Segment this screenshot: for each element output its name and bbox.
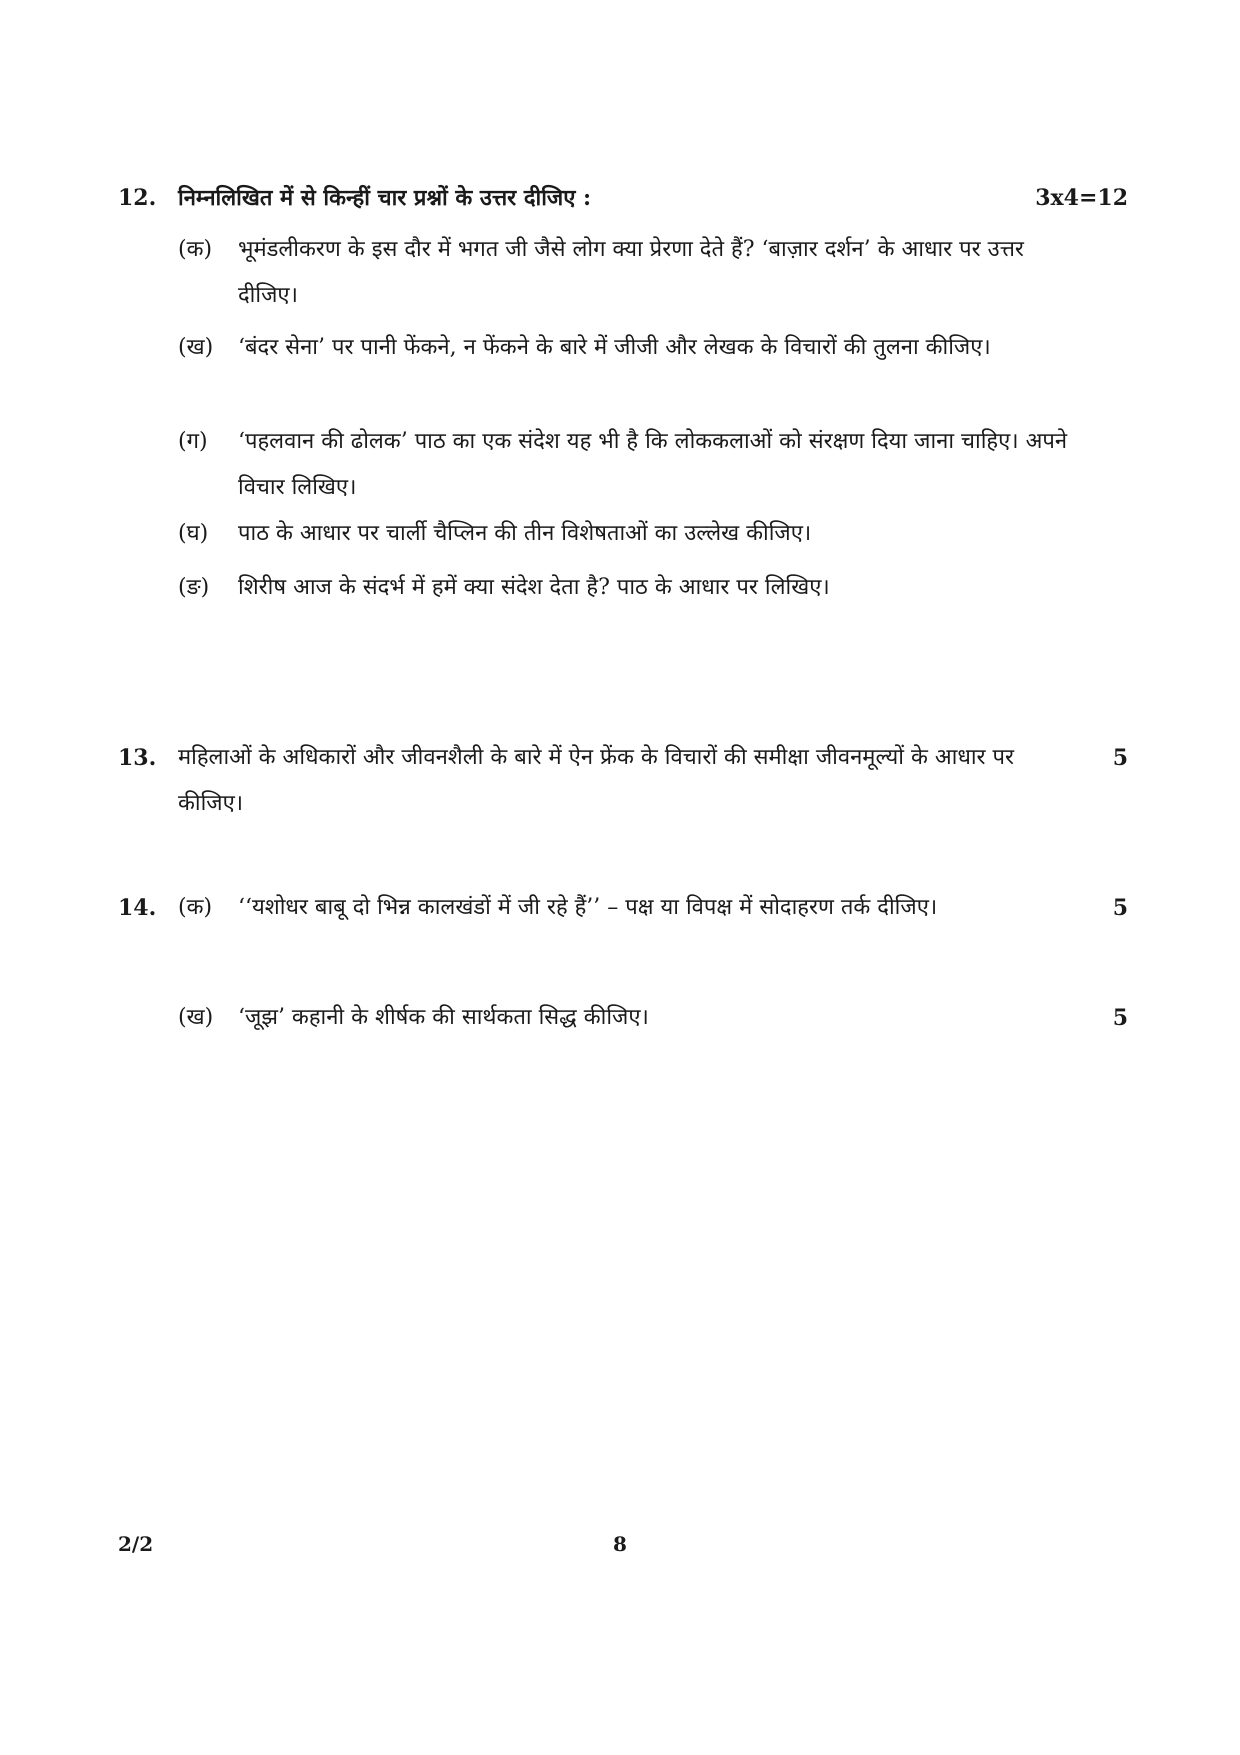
- question-text: महिलाओं के अधिकारों और जीवनशैली के बारे में ऐन फ्रेंक के विचारों की समीक्षा जीवनमूल्यों के आधार पर कीजिए।: [178, 745, 1015, 816]
- sub-question: [178, 885, 1078, 931]
- question-number: 14.: [118, 895, 157, 921]
- sub-question: [178, 511, 1078, 557]
- question-number: 13.: [118, 745, 157, 771]
- page-number: 8: [613, 1532, 627, 1556]
- sub-question-text: पाठ के आधार पर चार्ली चैप्लिन की तीन विशेषताओं का उल्लेख कीजिए।: [238, 521, 812, 546]
- question-12: [118, 175, 1128, 615]
- question-marks: 3x4=12: [1035, 185, 1128, 211]
- question-text: निम्नलिखित में से किन्हीं चार प्रश्नों के उत्तर दीजिए :: [178, 185, 592, 211]
- sub-question: [178, 325, 1078, 371]
- sub-question-text: ‘पहलवान की ढोलक’ पाठ का एक संदेश यह भी है कि लोककलाओं को संरक्षण दिया जाना चाहिए। अपने विचार लिखिए।: [238, 429, 1068, 500]
- sub-question-text: भूमंडलीकरण के इस दौर में भगत जी जैसे लोग क्या प्रेरणा देते हैं? ‘बाज़ार दर्शन’ के आधार पर उत्तर दीजिए।: [238, 237, 1024, 308]
- sub-question-label: (ङ): [178, 575, 210, 600]
- sub-question-label: (ग): [178, 429, 208, 454]
- sub-question-text: ‘जूझ’ कहानी के शीर्षक की सार्थकता सिद्ध कीजिए।: [238, 1005, 649, 1030]
- sub-question-label: (घ): [178, 521, 209, 546]
- question-14: [118, 885, 1128, 1055]
- sub-question-text: ‘‘यशोधर बाबू दो भिन्न कालखंडों में जी रहे हैं’’ – पक्ष या विपक्ष में सोदाहरण तर्क दीजिए।: [238, 895, 938, 920]
- sub-question-label: (क): [178, 237, 213, 262]
- sub-question: [178, 227, 1078, 319]
- sub-question: [178, 565, 1078, 611]
- question-marks: 5: [1112, 745, 1128, 771]
- sub-question-label: (क): [178, 895, 213, 920]
- sub-question: [178, 419, 1078, 511]
- sub-question-label: (ख): [178, 335, 214, 360]
- sub-question-text: शिरीष आज के संदर्भ में हमें क्या संदेश देता है? पाठ के आधार पर लिखिए।: [238, 575, 830, 600]
- sub-question-marks: 5: [1112, 895, 1128, 921]
- question-number: 12.: [118, 185, 157, 211]
- question-13: [118, 735, 1128, 835]
- sub-question: [178, 995, 1078, 1041]
- sub-question-label: (ख): [178, 1005, 214, 1030]
- sub-question-marks: 5: [1112, 1005, 1128, 1031]
- sub-question-text: ‘बंदर सेना’ पर पानी फेंकने, न फेंकने के बारे में जीजी और लेखक के विचारों की तुलना कीजिए।: [238, 335, 991, 360]
- paper-code: 2/2: [118, 1532, 154, 1556]
